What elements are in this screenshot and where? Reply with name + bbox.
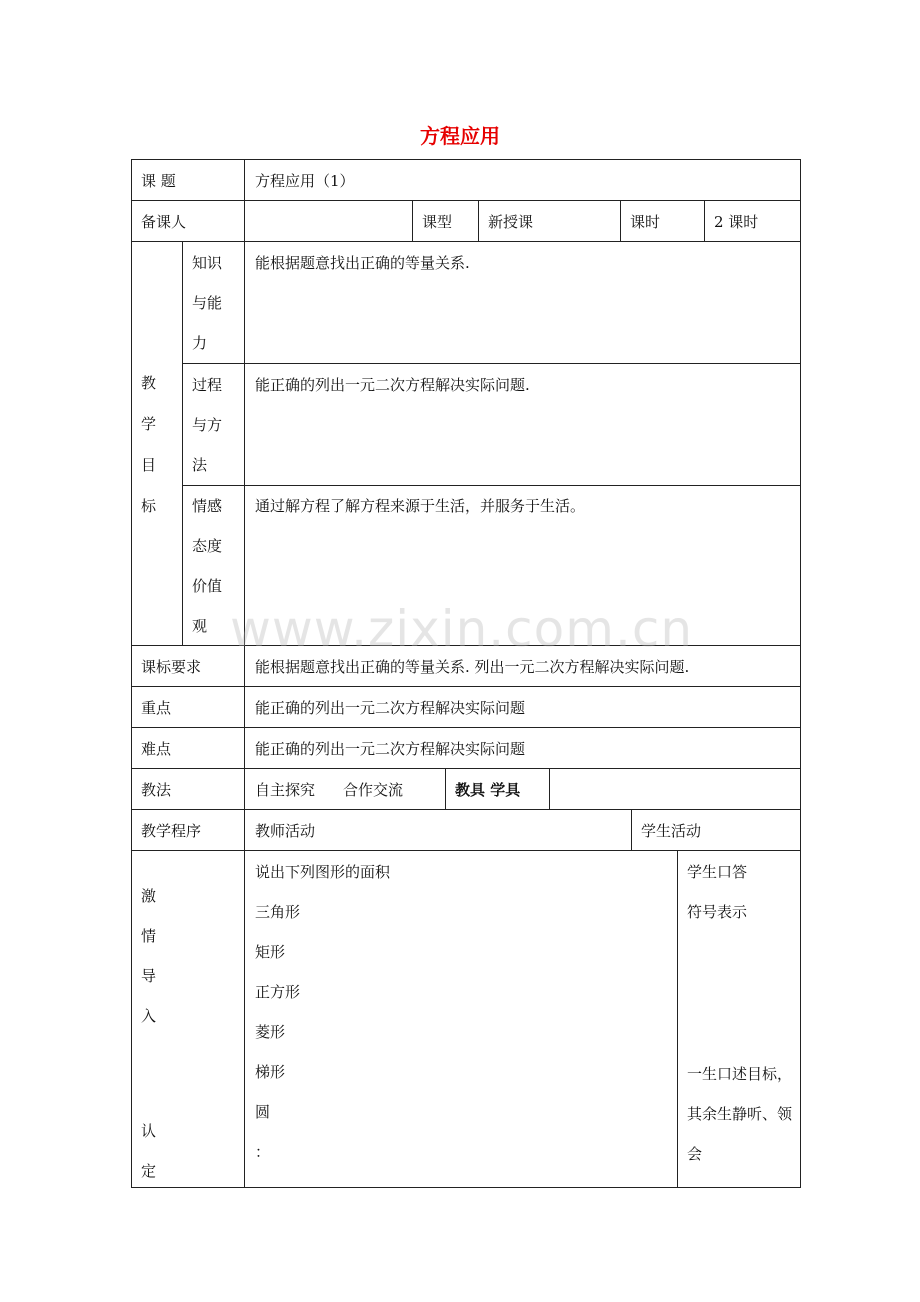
- tools-label: 教具 学具: [455, 781, 521, 799]
- standard-value: 能根据题意找出正确的等量关系. 列出一元二次方程解决实际问题.: [255, 658, 690, 676]
- teacher-line: 矩形: [255, 943, 286, 961]
- procedure-label: 教学程序: [141, 822, 202, 840]
- objective-attitude-label: 价值: [192, 577, 223, 595]
- stage-confirm-char: 定: [141, 1162, 157, 1180]
- lesson-type-value: 新授课: [488, 213, 534, 231]
- objective-process-label: 过程: [192, 376, 223, 394]
- objective-process-label: 法: [192, 456, 208, 474]
- stage-confirm-char: 认: [141, 1122, 157, 1140]
- student-activity-header: 学生活动: [641, 822, 702, 840]
- method-value-2: 合作交流: [343, 781, 404, 799]
- lesson-hours-value: 2 课时: [714, 213, 759, 231]
- objectives-label-char: 目: [141, 456, 157, 474]
- objective-process-text: 能正确的列出一元二次方程解决实际问题.: [255, 376, 530, 394]
- difficult-point-label: 难点: [141, 740, 172, 758]
- preparer-label: 备课人: [141, 213, 187, 231]
- stage-intro-char: 导: [141, 967, 157, 985]
- objective-attitude-label: 观: [192, 617, 208, 635]
- teacher-activity-header: 教师活动: [255, 822, 316, 840]
- objective-knowledge-label: 与能: [192, 294, 223, 312]
- objective-process-label: 与方: [192, 416, 223, 434]
- topic-label: 课 题: [141, 172, 176, 190]
- objective-attitude-label: 情感: [192, 497, 223, 515]
- student-line: 会: [687, 1145, 703, 1163]
- teacher-line: 圆: [255, 1103, 271, 1121]
- teacher-line: 说出下列图形的面积: [255, 863, 391, 881]
- topic-value: 方程应用（1）: [255, 172, 355, 190]
- difficult-point-value: 能正确的列出一元二次方程解决实际问题: [255, 740, 526, 758]
- objectives-label-char: 学: [141, 415, 157, 433]
- student-line: 学生口答: [687, 863, 748, 881]
- objective-attitude-text: 通过解方程了解方程来源于生活，并服务于生活。: [255, 497, 586, 515]
- objectives-label-char: 标: [141, 497, 157, 515]
- objective-knowledge-label: 力: [192, 334, 208, 352]
- teacher-line: 菱形: [255, 1023, 286, 1041]
- student-line: 一生口述目标，: [687, 1065, 793, 1083]
- teacher-line: ：: [255, 1143, 271, 1161]
- method-label: 教法: [141, 781, 172, 799]
- watermark: www.zixin.com.cn: [230, 600, 694, 658]
- key-point-label: 重点: [141, 699, 172, 717]
- teacher-line: 梯形: [255, 1063, 286, 1081]
- objective-knowledge-label: 知识: [192, 254, 223, 272]
- teacher-line: 三角形: [255, 903, 301, 921]
- lesson-hours-label: 课时: [630, 213, 661, 231]
- standard-label: 课标要求: [141, 658, 202, 676]
- stage-intro-char: 激: [141, 887, 157, 905]
- lesson-type-label: 课型: [422, 213, 453, 231]
- student-line: 其余生静听、领: [687, 1105, 793, 1123]
- stage-intro-char: 情: [141, 927, 157, 945]
- objective-knowledge-text: 能根据题意找出正确的等量关系.: [255, 254, 470, 272]
- key-point-value: 能正确的列出一元二次方程解决实际问题: [255, 699, 526, 717]
- objective-attitude-label: 态度: [192, 537, 223, 555]
- page-title: 方程应用: [420, 124, 500, 148]
- student-line: 符号表示: [687, 903, 748, 921]
- stage-intro-char: 入: [141, 1007, 157, 1025]
- teacher-line: 正方形: [255, 983, 301, 1001]
- method-value-1: 自主探究: [255, 781, 316, 799]
- objectives-label-char: 教: [141, 374, 157, 392]
